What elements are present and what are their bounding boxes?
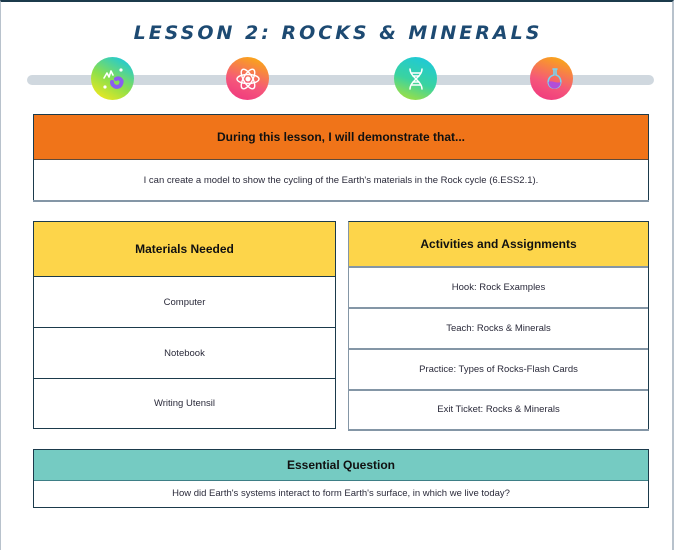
activities-item: Teach: Rocks & Minerals (349, 307, 648, 348)
objective-header: During this lesson, I will demonstrate that... (34, 115, 648, 160)
flask-icon (530, 57, 573, 100)
objective-text: I can create a model to show the cycling of the Earth's materials in the Rock cycle (6.ESS2.1). (143, 174, 539, 186)
dna-icon (394, 57, 437, 100)
materials-table (33, 221, 336, 429)
activities-item: Exit Ticket: Rocks & Minerals (349, 389, 648, 428)
essential-question-table (33, 449, 649, 508)
activities-item: Hook: Rock Examples (349, 266, 648, 307)
materials-item: Writing Utensil (34, 378, 335, 427)
activities-bottom-rule (348, 429, 649, 431)
atom-icon (226, 57, 269, 100)
objective-table (33, 114, 649, 202)
materials-item: Notebook (34, 327, 335, 378)
activities-header: Activities and Assignments (349, 222, 648, 266)
materials-header: Materials Needed (34, 222, 335, 276)
activities-table (348, 221, 649, 431)
objective-bottom-rule (33, 200, 649, 202)
activities-item: Practice: Types of Rocks-Flash Cards (349, 348, 648, 389)
magnet-icon (91, 57, 134, 100)
essential-question-text: How did Earth's systems interact to form Earth's surface, in which we live today? (172, 488, 510, 499)
lesson-title: LESSON 2: ROCKS & MINERALS (133, 22, 543, 44)
essential-question-header: Essential Question (34, 450, 648, 481)
materials-item: Computer (34, 276, 335, 327)
